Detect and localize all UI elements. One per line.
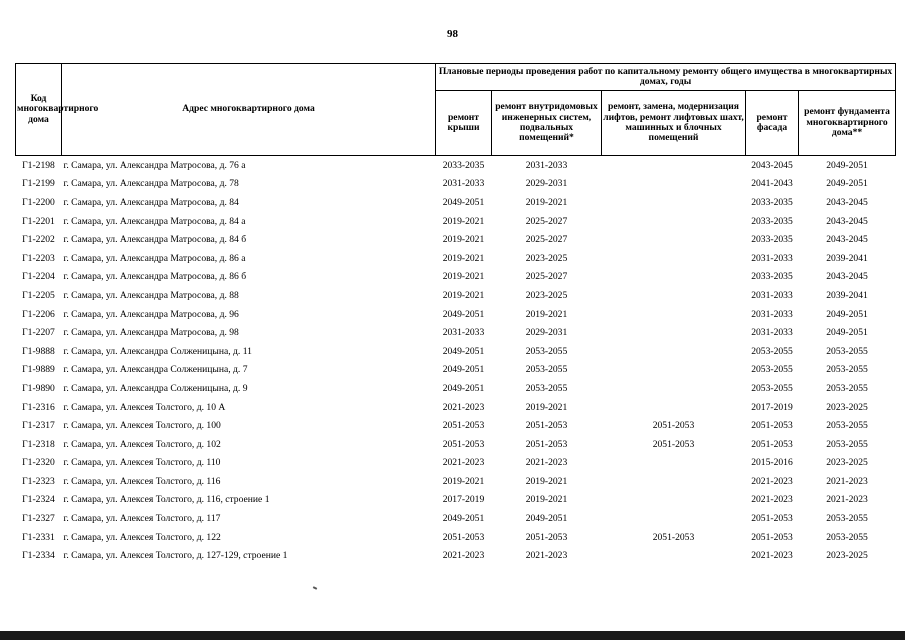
roof-period-cell: 2019-2021 bbox=[442, 289, 485, 301]
foundation-period-cell: 2049-2051 bbox=[826, 159, 868, 171]
elevator-period-cell bbox=[602, 156, 746, 175]
foundation-period-cell: 2053-2055 bbox=[826, 531, 868, 543]
code-cell: Г1-2202 bbox=[22, 234, 55, 246]
engineering-period-cell: 2023-2025 bbox=[525, 252, 568, 264]
foundation-period-cell: 2053-2055 bbox=[826, 345, 868, 357]
elevator-period-cell bbox=[602, 361, 746, 380]
code-cell: Г1-2327 bbox=[22, 513, 55, 525]
roof-period-cell: 2021-2023 bbox=[442, 457, 485, 469]
engineering-period-cell: 2019-2021 bbox=[525, 494, 568, 506]
table-row bbox=[16, 342, 896, 361]
table-row bbox=[16, 528, 896, 547]
foundation-period-cell: 2049-2051 bbox=[826, 327, 868, 339]
code-cell: Г1-2207 bbox=[22, 327, 55, 339]
header-code: Код многоквартирного дома bbox=[16, 64, 62, 156]
address-cell: г. Самара, ул. Алексея Толстого, д. 100 bbox=[63, 420, 221, 432]
code-cell: Г1-2205 bbox=[22, 289, 55, 301]
table-row bbox=[16, 472, 896, 491]
facade-period-cell: 2033-2035 bbox=[751, 215, 793, 227]
address-cell: г. Самара, ул. Александра Солженицына, д. 11 bbox=[63, 345, 252, 357]
table-row bbox=[16, 491, 896, 510]
capital-repair-table bbox=[15, 63, 896, 565]
engineering-period-cell: 2051-2053 bbox=[525, 420, 568, 432]
address-cell: г. Самара, ул. Александра Солженицына, д. 7 bbox=[63, 364, 248, 376]
foundation-period-cell: 2039-2041 bbox=[826, 252, 868, 264]
scan-artifact bbox=[313, 586, 317, 590]
facade-period-cell: 2053-2055 bbox=[751, 364, 793, 376]
engineering-period-cell: 2021-2023 bbox=[525, 550, 568, 562]
foundation-period-cell: 2021-2023 bbox=[826, 494, 868, 506]
roof-period-cell: 2019-2021 bbox=[442, 271, 485, 283]
address-cell: г. Самара, ул. Александра Матросова, д. 88 bbox=[63, 289, 239, 301]
roof-period-cell: 2051-2053 bbox=[442, 438, 485, 450]
facade-period-cell: 2053-2055 bbox=[751, 345, 793, 357]
foundation-period-cell: 2043-2045 bbox=[826, 215, 868, 227]
roof-period-cell: 2049-2051 bbox=[442, 382, 485, 394]
elevator-period-cell bbox=[602, 323, 746, 342]
foundation-period-cell: 2049-2051 bbox=[826, 308, 868, 320]
facade-period-cell: 2031-2033 bbox=[751, 289, 793, 301]
address-cell: г. Самара, ул. Александра Матросова, д. 84 а bbox=[63, 215, 246, 227]
roof-period-cell: 2019-2021 bbox=[442, 234, 485, 246]
facade-period-cell: 2031-2033 bbox=[751, 327, 793, 339]
roof-period-cell: 2033-2035 bbox=[442, 159, 485, 171]
engineering-period-cell: 2019-2021 bbox=[525, 475, 568, 487]
address-cell: г. Самара, ул. Алексея Толстого, д. 102 bbox=[63, 438, 221, 450]
engineering-period-cell: 2053-2055 bbox=[525, 345, 568, 357]
table-row bbox=[16, 268, 896, 287]
table-body bbox=[16, 156, 896, 566]
elevator-period-cell bbox=[602, 379, 746, 398]
engineering-period-cell: 2053-2055 bbox=[525, 382, 568, 394]
foundation-period-cell: 2053-2055 bbox=[826, 382, 868, 394]
address-cell: г. Самара, ул. Александра Матросова, д. 96 bbox=[63, 308, 239, 320]
code-cell: Г1-2203 bbox=[22, 252, 55, 264]
roof-period-cell: 2049-2051 bbox=[442, 513, 485, 525]
foundation-period-cell: 2043-2045 bbox=[826, 234, 868, 246]
table-row bbox=[16, 175, 896, 194]
foundation-period-cell: 2043-2045 bbox=[826, 196, 868, 208]
table-row bbox=[16, 379, 896, 398]
foundation-period-cell: 2021-2023 bbox=[826, 475, 868, 487]
code-cell: Г1-9888 bbox=[22, 345, 55, 357]
table-row bbox=[16, 398, 896, 417]
elevator-period-cell bbox=[602, 249, 746, 268]
elevator-period-cell bbox=[602, 491, 746, 510]
roof-period-cell: 2049-2051 bbox=[442, 308, 485, 320]
roof-period-cell: 2049-2051 bbox=[442, 345, 485, 357]
foundation-period-cell: 2023-2025 bbox=[826, 457, 868, 469]
code-cell: Г1-2201 bbox=[22, 215, 55, 227]
facade-period-cell: 2051-2053 bbox=[751, 531, 793, 543]
engineering-period-cell: 2023-2025 bbox=[525, 289, 568, 301]
elevator-period-cell bbox=[602, 509, 746, 528]
table-row bbox=[16, 212, 896, 231]
header-elevators: ремонт, замена, модернизация лифтов, ремонт лифтовых шахт, машинных и блочных помещений bbox=[602, 91, 746, 156]
table-row bbox=[16, 546, 896, 565]
foundation-period-cell: 2023-2025 bbox=[826, 550, 868, 562]
code-cell: Г1-2323 bbox=[22, 475, 55, 487]
address-cell: г. Самара, ул. Александра Матросова, д. 78 bbox=[63, 178, 239, 190]
address-cell: г. Самара, ул. Алексея Толстого, д. 116 bbox=[63, 475, 221, 487]
code-cell: Г1-2200 bbox=[22, 196, 55, 208]
code-cell: Г1-2206 bbox=[22, 308, 55, 320]
code-cell: Г1-2331 bbox=[22, 531, 55, 543]
engineering-period-cell: 2025-2027 bbox=[525, 215, 568, 227]
facade-period-cell: 2033-2035 bbox=[751, 234, 793, 246]
code-cell: Г1-9890 bbox=[22, 382, 55, 394]
engineering-period-cell: 2049-2051 bbox=[525, 513, 568, 525]
header-facade: ремонт фасада bbox=[746, 91, 799, 156]
table-row bbox=[16, 305, 896, 324]
roof-period-cell: 2049-2051 bbox=[442, 196, 485, 208]
table-row bbox=[16, 323, 896, 342]
elevator-period-cell bbox=[602, 546, 746, 565]
code-cell: Г1-2320 bbox=[22, 457, 55, 469]
elevator-period-cell bbox=[602, 175, 746, 194]
facade-period-cell: 2021-2023 bbox=[751, 550, 793, 562]
elevator-period-cell bbox=[602, 268, 746, 287]
address-cell: г. Самара, ул. Алексея Толстого, д. 122 bbox=[63, 531, 221, 543]
scan-edge-bar bbox=[0, 631, 905, 640]
foundation-period-cell: 2053-2055 bbox=[826, 513, 868, 525]
engineering-period-cell: 2051-2053 bbox=[525, 531, 568, 543]
roof-period-cell: 2049-2051 bbox=[442, 364, 485, 376]
elevator-period-cell bbox=[602, 193, 746, 212]
facade-period-cell: 2033-2035 bbox=[751, 271, 793, 283]
table-row bbox=[16, 193, 896, 212]
foundation-period-cell: 2053-2055 bbox=[826, 420, 868, 432]
roof-period-cell: 2031-2033 bbox=[442, 327, 485, 339]
facade-period-cell: 2033-2035 bbox=[751, 196, 793, 208]
elevator-period-cell: 2051-2053 bbox=[652, 438, 695, 450]
elevator-period-cell: 2051-2053 bbox=[652, 420, 695, 432]
facade-period-cell: 2015-2016 bbox=[751, 457, 793, 469]
address-cell: г. Самара, ул. Александра Матросова, д. 76 а bbox=[63, 159, 246, 171]
engineering-period-cell: 2025-2027 bbox=[525, 271, 568, 283]
code-cell: Г1-9889 bbox=[22, 364, 55, 376]
address-cell: г. Самара, ул. Алексея Толстого, д. 10 А bbox=[63, 401, 226, 413]
address-cell: г. Самара, ул. Александра Солженицына, д. 9 bbox=[63, 382, 248, 394]
facade-period-cell: 2051-2053 bbox=[751, 438, 793, 450]
elevator-period-cell bbox=[602, 286, 746, 305]
foundation-period-cell: 2049-2051 bbox=[826, 178, 868, 190]
facade-period-cell: 2043-2045 bbox=[751, 159, 793, 171]
code-cell: Г1-2317 bbox=[22, 420, 55, 432]
facade-period-cell: 2021-2023 bbox=[751, 475, 793, 487]
roof-period-cell: 2021-2023 bbox=[442, 550, 485, 562]
roof-period-cell: 2021-2023 bbox=[442, 401, 485, 413]
address-cell: г. Самара, ул. Александра Матросова, д. 84 б bbox=[63, 234, 247, 246]
elevator-period-cell bbox=[602, 342, 746, 361]
page-number: 98 bbox=[447, 28, 458, 40]
code-cell: Г1-2324 bbox=[22, 494, 55, 506]
elevator-period-cell bbox=[602, 398, 746, 417]
table-row bbox=[16, 435, 896, 454]
roof-period-cell: 2017-2019 bbox=[442, 494, 485, 506]
address-cell: г. Самара, ул. Алексея Толстого, д. 110 bbox=[63, 457, 221, 469]
table-row bbox=[16, 416, 896, 435]
elevator-period-cell bbox=[602, 212, 746, 231]
table-row bbox=[16, 361, 896, 380]
code-cell: Г1-2204 bbox=[22, 271, 55, 283]
table-row bbox=[16, 454, 896, 473]
address-cell: г. Самара, ул. Алексея Толстого, д. 117 bbox=[63, 513, 221, 525]
elevator-period-cell: 2051-2053 bbox=[652, 531, 695, 543]
facade-period-cell: 2053-2055 bbox=[751, 382, 793, 394]
address-cell: г. Самара, ул. Александра Матросова, д. 98 bbox=[63, 327, 239, 339]
engineering-period-cell: 2019-2021 bbox=[525, 308, 568, 320]
address-cell: г. Самара, ул. Алексея Толстого, д. 127-129, строение 1 bbox=[63, 550, 288, 562]
facade-period-cell: 2031-2033 bbox=[751, 308, 793, 320]
header-roof: ремонт крыши bbox=[436, 91, 492, 156]
address-cell: г. Самара, ул. Александра Матросова, д. 84 bbox=[63, 196, 239, 208]
facade-period-cell: 2017-2019 bbox=[751, 401, 793, 413]
table-row bbox=[16, 286, 896, 305]
engineering-period-cell: 2053-2055 bbox=[525, 364, 568, 376]
table-row bbox=[16, 249, 896, 268]
engineering-period-cell: 2029-2031 bbox=[525, 327, 568, 339]
foundation-period-cell: 2023-2025 bbox=[826, 401, 868, 413]
elevator-period-cell bbox=[602, 472, 746, 491]
facade-period-cell: 2051-2053 bbox=[751, 420, 793, 432]
engineering-period-cell: 2031-2033 bbox=[525, 159, 568, 171]
code-cell: Г1-2334 bbox=[22, 550, 55, 562]
elevator-period-cell bbox=[602, 454, 746, 473]
roof-period-cell: 2019-2021 bbox=[442, 475, 485, 487]
code-cell: Г1-2316 bbox=[22, 401, 55, 413]
header-foundation: ремонт фундамента многоквартирного дома** bbox=[799, 91, 896, 156]
roof-period-cell: 2031-2033 bbox=[442, 178, 485, 190]
address-cell: г. Самара, ул. Александра Матросова, д. 86 а bbox=[63, 252, 246, 264]
table-header bbox=[16, 64, 896, 156]
elevator-period-cell bbox=[602, 305, 746, 324]
facade-period-cell: 2051-2053 bbox=[751, 513, 793, 525]
foundation-period-cell: 2053-2055 bbox=[826, 364, 868, 376]
roof-period-cell: 2019-2021 bbox=[442, 252, 485, 264]
engineering-period-cell: 2025-2027 bbox=[525, 234, 568, 246]
code-cell: Г1-2198 bbox=[22, 159, 55, 171]
engineering-period-cell: 2019-2021 bbox=[525, 196, 568, 208]
address-cell: г. Самара, ул. Алексея Толстого, д. 116, строение 1 bbox=[63, 494, 270, 506]
engineering-period-cell: 2021-2023 bbox=[525, 457, 568, 469]
facade-period-cell: 2041-2043 bbox=[751, 178, 793, 190]
table-row bbox=[16, 156, 896, 175]
foundation-period-cell: 2053-2055 bbox=[826, 438, 868, 450]
roof-period-cell: 2051-2053 bbox=[442, 531, 485, 543]
engineering-period-cell: 2019-2021 bbox=[525, 401, 568, 413]
header-engineering: ремонт внутридомовых инженерных систем, подвальных помещений* bbox=[492, 91, 602, 156]
roof-period-cell: 2051-2053 bbox=[442, 420, 485, 432]
facade-period-cell: 2031-2033 bbox=[751, 252, 793, 264]
engineering-period-cell: 2051-2053 bbox=[525, 438, 568, 450]
foundation-period-cell: 2039-2041 bbox=[826, 289, 868, 301]
table-row bbox=[16, 509, 896, 528]
header-planned-periods: Плановые периоды проведения работ по капитальному ремонту общего имущества в многоквартирных домах, годы bbox=[436, 64, 896, 91]
code-cell: Г1-2199 bbox=[22, 178, 55, 190]
foundation-period-cell: 2043-2045 bbox=[826, 271, 868, 283]
facade-period-cell: 2021-2023 bbox=[751, 494, 793, 506]
address-cell: г. Самара, ул. Александра Матросова, д. 86 б bbox=[63, 271, 247, 283]
header-address: Адрес многоквартирного дома bbox=[62, 64, 436, 156]
table-row bbox=[16, 230, 896, 249]
elevator-period-cell bbox=[602, 230, 746, 249]
roof-period-cell: 2019-2021 bbox=[442, 215, 485, 227]
engineering-period-cell: 2029-2031 bbox=[525, 178, 568, 190]
code-cell: Г1-2318 bbox=[22, 438, 55, 450]
